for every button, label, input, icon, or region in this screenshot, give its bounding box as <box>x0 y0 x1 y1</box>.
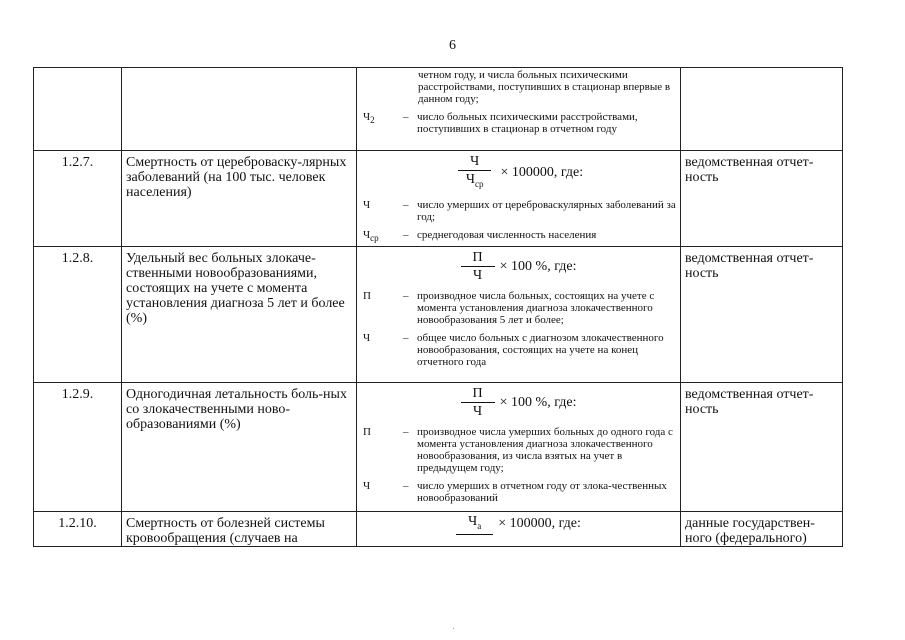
formula <box>357 154 680 193</box>
name-cell <box>122 68 357 151</box>
definition-dash: – <box>403 198 409 211</box>
fraction <box>461 386 495 420</box>
formula-rest: × 100 %, где: <box>499 259 577 274</box>
fraction <box>456 514 493 535</box>
definition-dash: – <box>403 480 409 492</box>
formula-cell <box>357 512 681 547</box>
formula-rest: × 100 %, где: <box>499 395 577 410</box>
indicator-name: Удельный вес больных злокаче-ственными новообразованиями, состоящих на учете с момента установления диагноза 5 лет и более (%) <box>122 247 357 383</box>
definition-text: производное числа больных, состоящих на учете с момента установления диагноза злокачественного новообразования 5 лет и более; <box>417 290 655 326</box>
definition <box>357 480 680 504</box>
scan-mark: · <box>452 624 456 635</box>
formula <box>357 386 680 420</box>
definition <box>357 426 680 474</box>
table-row <box>34 68 843 151</box>
source-text: ведомственная отчет-ность <box>681 247 843 383</box>
formula <box>357 250 680 284</box>
definition-symbol: Ч <box>363 332 371 344</box>
numerator: Ч <box>458 154 491 171</box>
definition-dash: – <box>403 290 409 302</box>
table-row <box>34 151 843 247</box>
definition <box>357 332 680 368</box>
definition-text: среднегодовая численность населения <box>417 228 597 241</box>
formula-cell <box>357 383 681 512</box>
definition-dash: – <box>403 426 409 438</box>
continuation-text: четном году, и числа больных психическими расстройствами, поступивших в стационар впервые в данном году; <box>418 69 671 105</box>
table-row <box>34 512 843 547</box>
denominator: $Ч_{ср}$ <box>465 172 484 189</box>
formula-cell <box>357 247 681 383</box>
definition-dash: – <box>403 111 409 123</box>
row-number: 1.2.7. <box>34 151 122 247</box>
definition-text: число умерших в отчетном году от злока-чественных новообразований <box>417 480 667 504</box>
table-row <box>34 383 843 512</box>
row-number: 1.2.9. <box>34 383 122 512</box>
definition <box>357 229 680 244</box>
table-row <box>34 247 843 383</box>
source-text: ведомственная отчет-ность <box>681 151 843 247</box>
source-cell <box>681 68 843 151</box>
definition-text: число умерших от цереброваскулярных заболеваний за год; <box>417 198 676 223</box>
definition-dash: – <box>403 228 409 241</box>
source-text: данные государствен-ного (федерального) <box>681 512 843 547</box>
definition-symbol: $Ч_{ср}$ <box>363 228 379 243</box>
definition <box>357 111 680 135</box>
formula-rest: × 100000, где: <box>500 165 584 181</box>
definition-symbol: Ч <box>363 198 371 211</box>
denominator: Ч <box>473 268 483 283</box>
page-number: 6 <box>449 38 456 53</box>
row-number: 1.2.10. <box>34 512 122 547</box>
definition-text: число больных психическими расстройствами, поступивших в стационар в отчетном году <box>417 111 638 135</box>
formula-cell <box>357 68 681 151</box>
definition-symbol: $Ч_2$ <box>363 111 375 126</box>
numerator: П <box>461 250 495 267</box>
source-text: ведомственная отчет-ность <box>681 383 843 512</box>
row-number: 1.2.8. <box>34 247 122 383</box>
fraction <box>461 250 495 284</box>
numerator: $Ч_а$ <box>456 514 493 535</box>
indicator-name: Смертность от болезней системы кровообращения (случаев на <box>122 512 357 547</box>
definition-text: производное числа умерших больных до одного года с момента установления диагноза злокачественного новообразования, из числа взятых на учет в предыдущем году; <box>417 426 673 474</box>
formula-cell <box>357 151 681 247</box>
indicator-name: Одногодичная летальность боль-ных со злокачественными ново-образованиями (%) <box>122 383 357 512</box>
definition-text: общее число больных с диагнозом злокачественного новообразования, состоящих на учете на конец отчетного года <box>417 332 664 368</box>
definition-symbol: Ч <box>363 480 371 492</box>
formula <box>357 514 680 535</box>
formula-rest: × 100000, где: <box>498 516 581 532</box>
indicator-name: Смертность от цереброваску-лярных заболеваний (на 100 тыс. человек населения) <box>122 151 357 247</box>
definition-symbol: П <box>363 290 371 302</box>
number-cell <box>34 68 122 151</box>
fraction <box>454 154 496 193</box>
denominator: Ч <box>473 404 483 419</box>
definition-dash: – <box>403 332 409 344</box>
numerator: П <box>461 386 495 403</box>
definition-symbol: П <box>363 426 371 438</box>
definition <box>357 290 680 326</box>
definition <box>357 199 680 223</box>
indicators-table <box>33 67 843 547</box>
